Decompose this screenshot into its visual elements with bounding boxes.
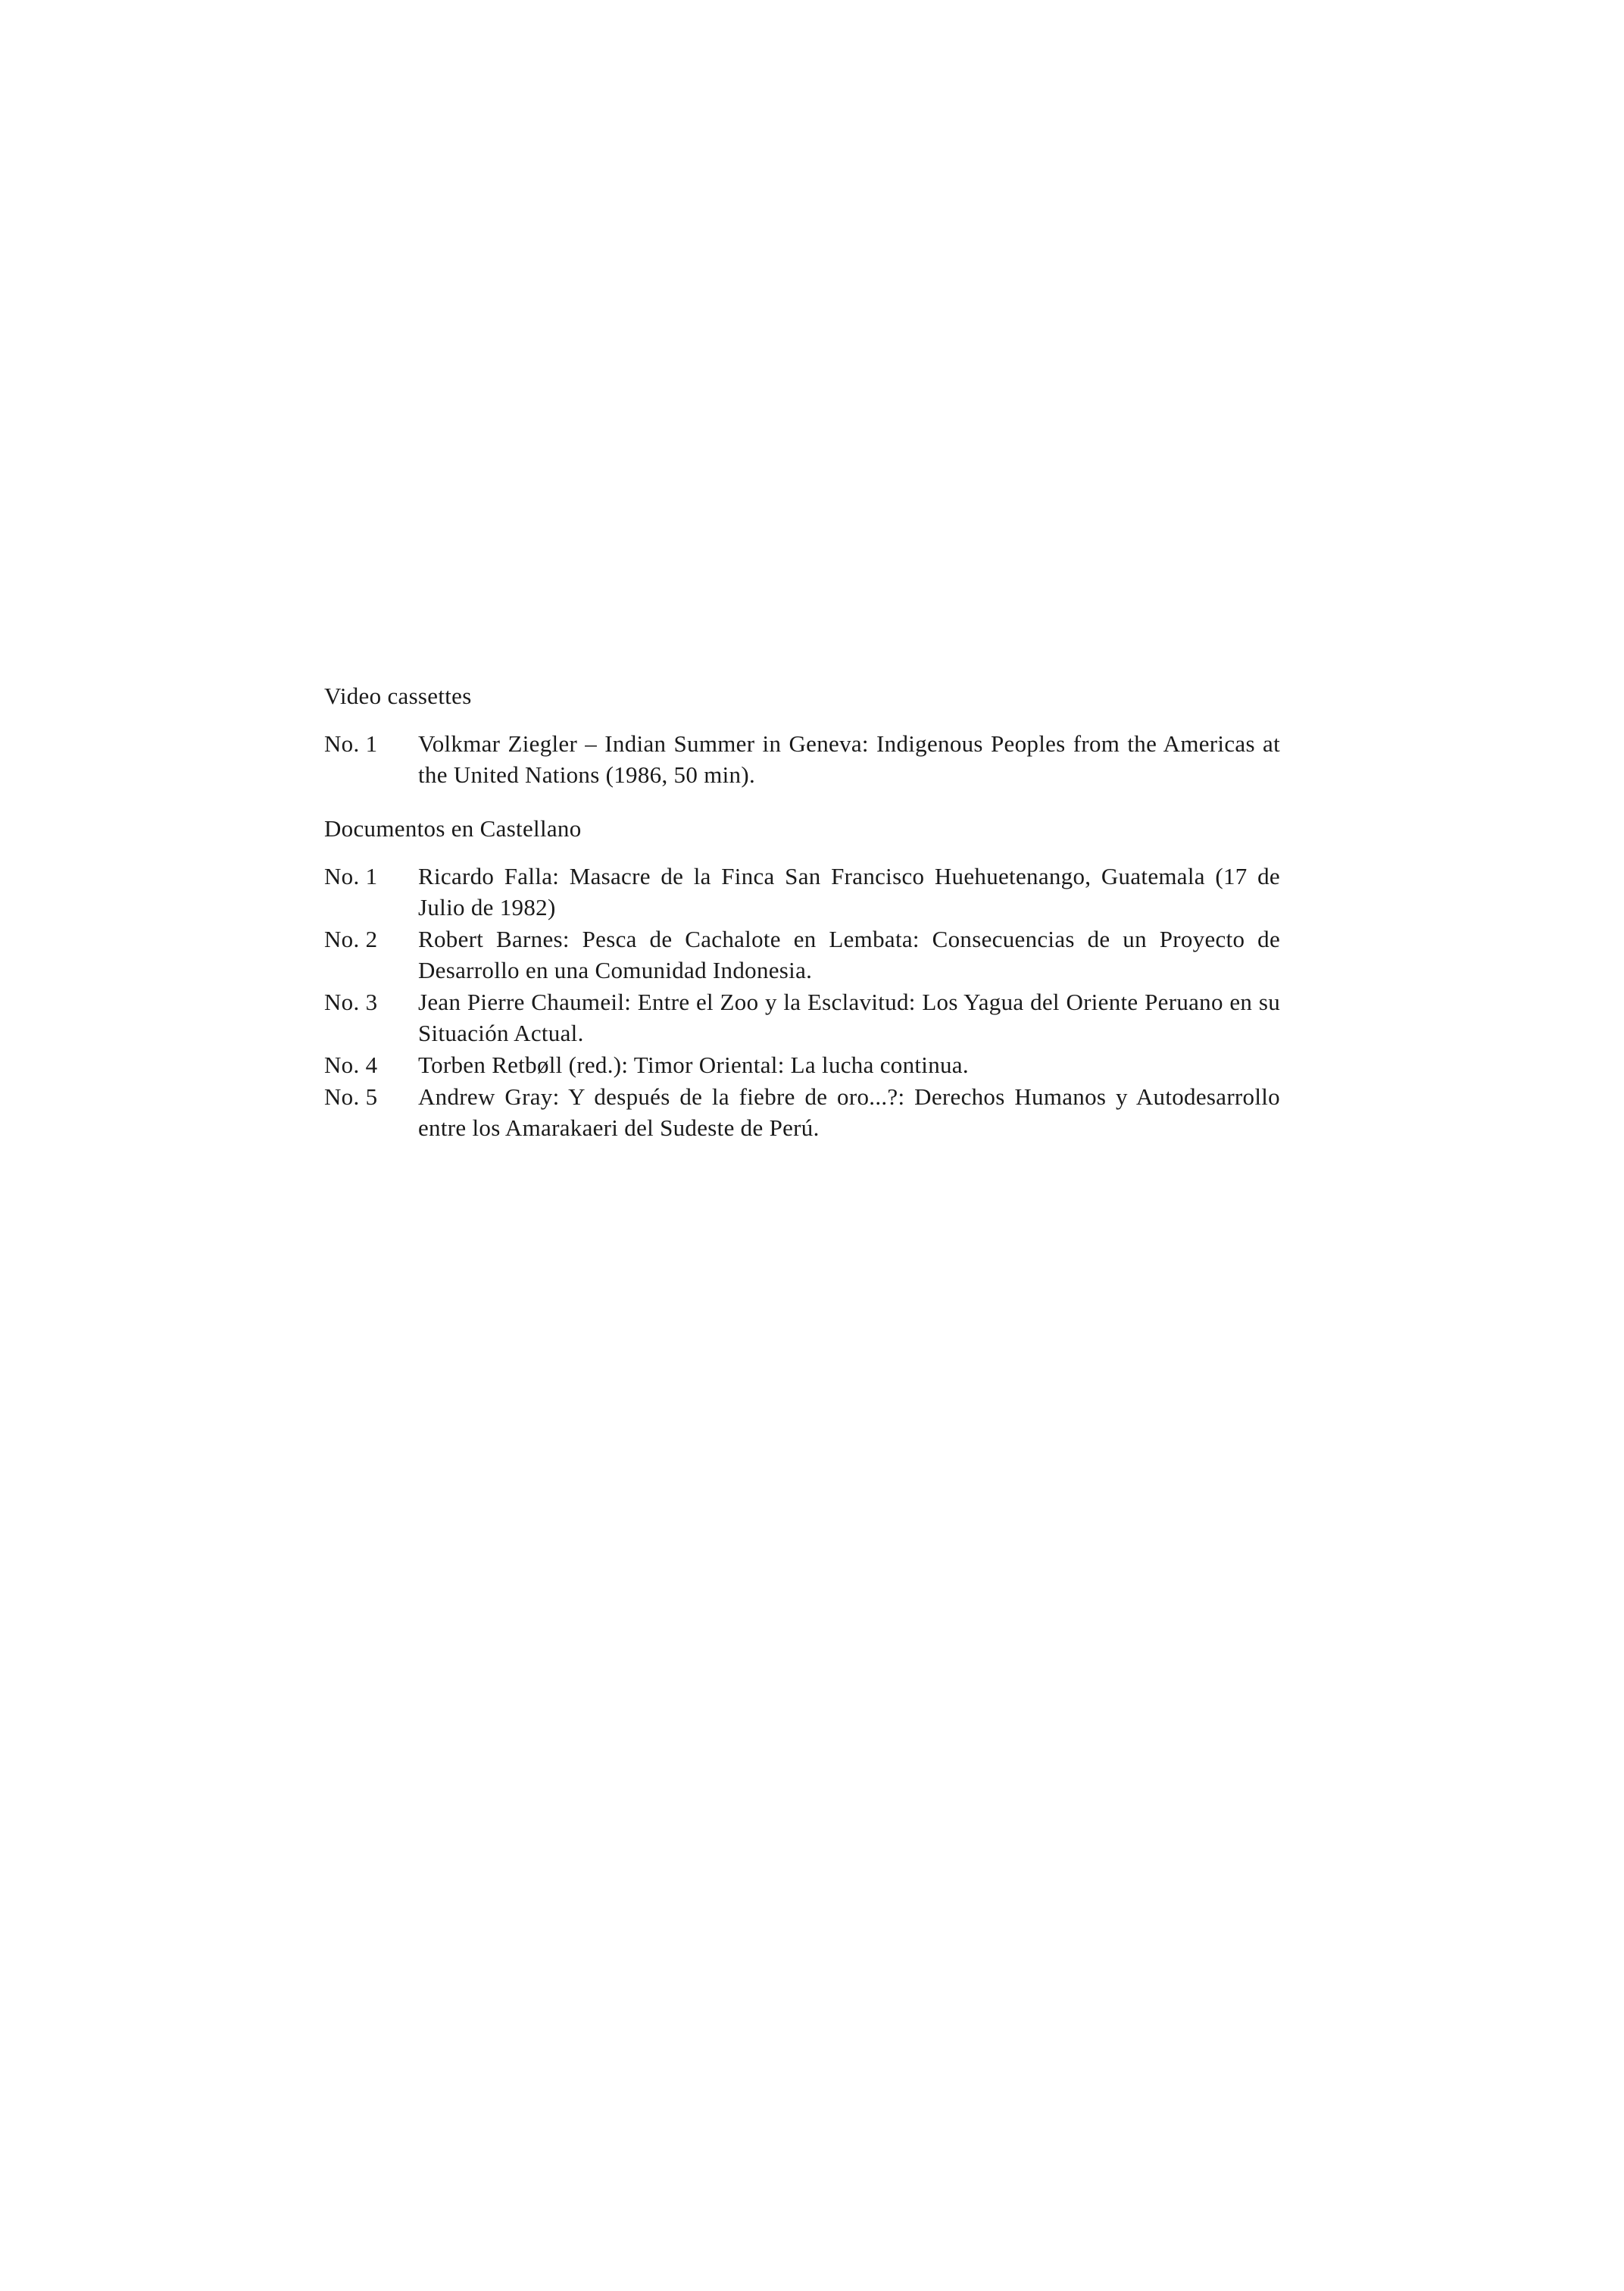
list-item [324, 1081, 1280, 1143]
list-item [324, 728, 1280, 790]
entry-text: Robert Barnes: Pesca de Cachalote en Lembata: Consecuencias de un Proyecto de Desarrollo en una Comunidad Indonesia. [418, 926, 1280, 983]
section-documentos-en-castellano [324, 813, 1280, 1143]
section-heading: Video cassettes [324, 683, 472, 709]
entry-number: No. 1 [324, 863, 378, 889]
entry-number: No. 1 [324, 730, 378, 757]
entry-text: Volkmar Ziegler – Indian Summer in Geneva: Indigenous Peoples from the Americas at the United Nations (1986, 50 min). [418, 730, 1280, 788]
list-item [324, 986, 1280, 1049]
list-item [324, 924, 1280, 986]
list-item [324, 861, 1280, 923]
entry-number: No. 5 [324, 1083, 378, 1110]
entry-number: No. 2 [324, 926, 378, 952]
entry-number: No. 4 [324, 1052, 378, 1078]
entry-text: Torben Retbøll (red.): Timor Oriental: La lucha continua. [418, 1052, 969, 1078]
entry-text: Andrew Gray: Y después de la fiebre de oro...?: Derechos Humanos y Autodesarrollo entre los Amarakaeri del Sudeste de Perú. [418, 1083, 1280, 1141]
entry-text: Jean Pierre Chaumeil: Entre el Zoo y la Esclavitud: Los Yagua del Oriente Peruano en su Situación Actual. [418, 989, 1280, 1046]
entry-number: No. 3 [324, 989, 378, 1015]
publication-list [324, 680, 1280, 1144]
section-video-cassettes [324, 680, 1280, 790]
section-heading: Documentos en Castellano [324, 815, 582, 842]
list-item [324, 1049, 1280, 1080]
entry-text: Ricardo Falla: Masacre de la Finca San Francisco Huehuetenango, Guatemala (17 de Julio de 1982) [418, 863, 1280, 920]
